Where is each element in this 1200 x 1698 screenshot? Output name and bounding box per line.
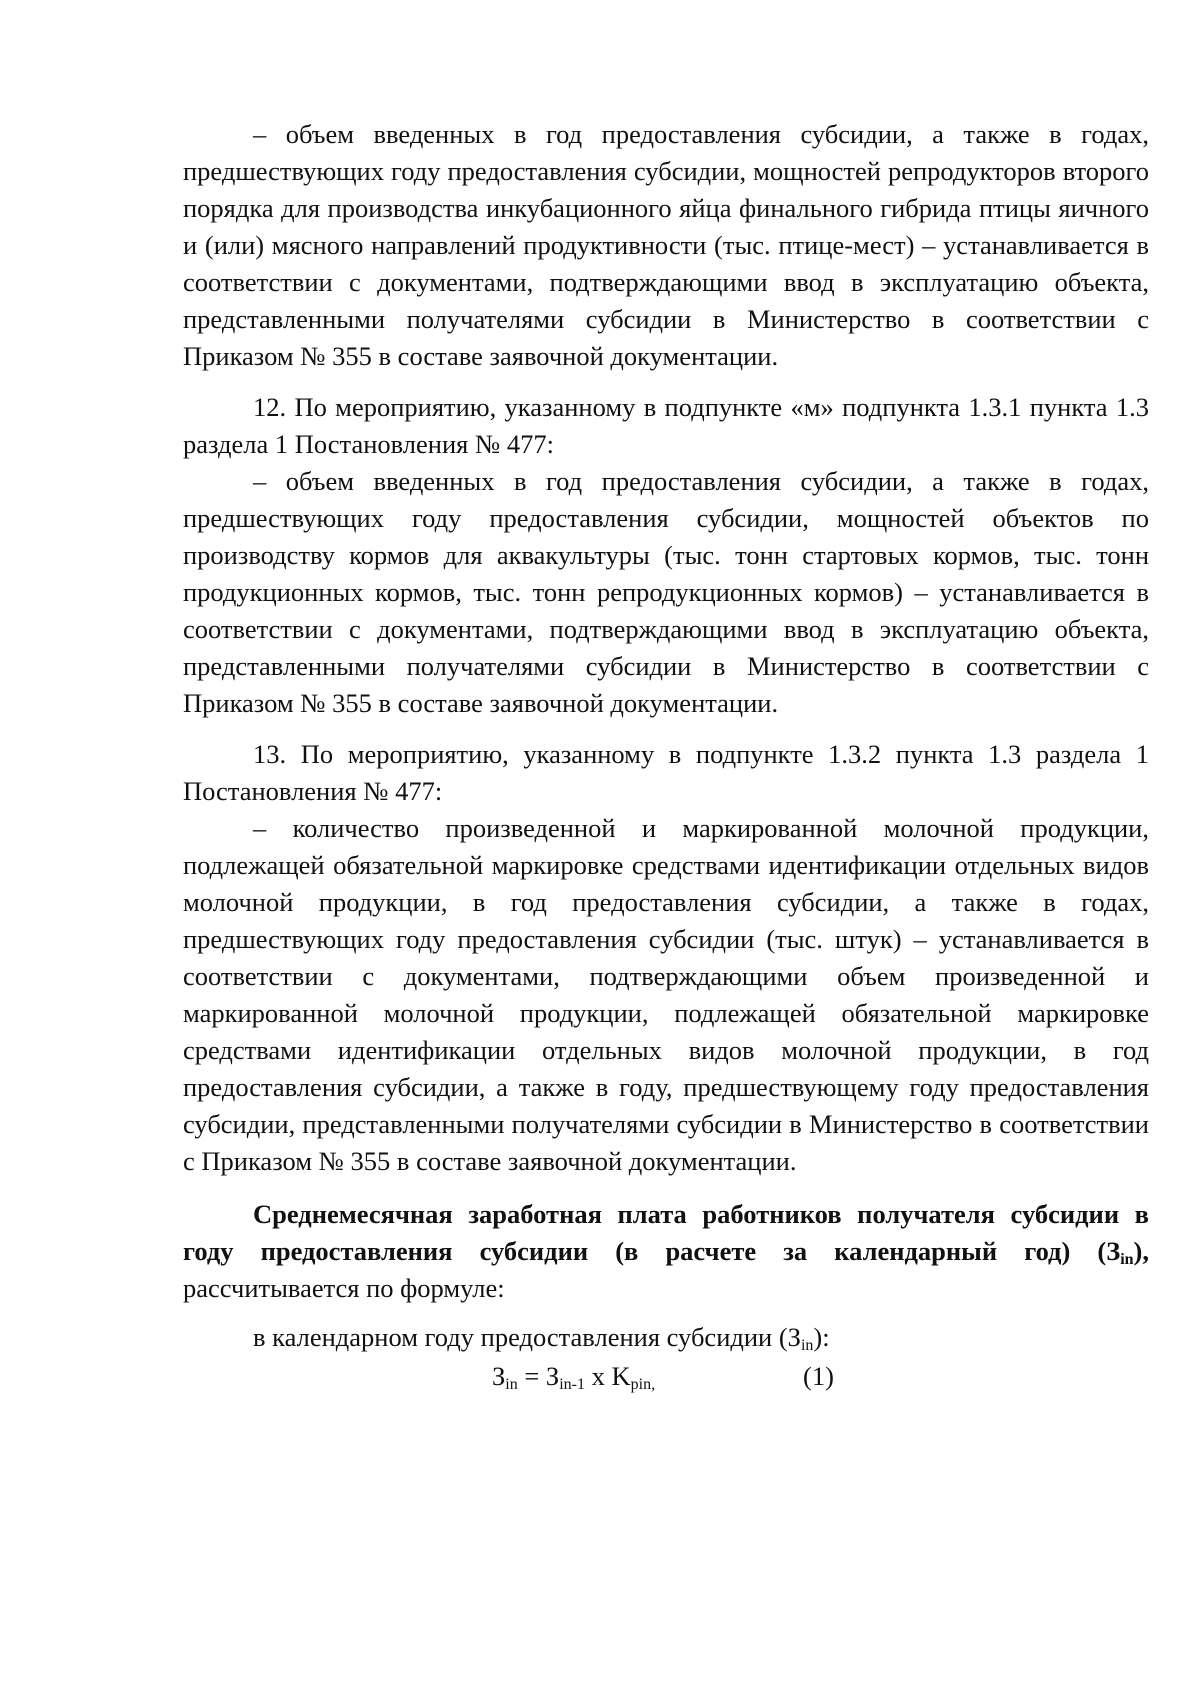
formula-intro: в календарном году предоставления субсидии $(З_{in})$: [253, 1322, 830, 1354]
document-body [183, 116, 1149, 1398]
formula-number: (1) [803, 1361, 834, 1391]
salary-heading-normal: рассчитывается по формуле: [183, 1273, 505, 1303]
paragraph-item-13-detail: – количество произведенной и маркированной молочной продукции, подлежащей обязательной маркировке средствами идентификации отдельных видов молочной продукции, в год предоставления субсидии, а также в годах, предшествующих году предоставления субсидии (тыс. штук) – устанавливается в соответствии с документами, подтверждающими объем произведенной и маркированной молочной продукции, подлежащей обязательной маркировке средствами идентификации отдельных видов молочной продукции, в год предоставления субсидии, а также в году, предшествующему году предоставления субсидии, представленными получателями субсидии в Министерство в соответствии с Приказом № 355 в составе заявочной документации. [183, 813, 1149, 1176]
paragraph-item-12-detail: – объем введенных в год предоставления субсидии, а также в годах, предшествующих году предоставления субсидии, мощностей объектов по производству кормов для аквакультуры (тыс. тонн стартовых кормов, тыс. тонн продукционных кормов, тыс. тонн репродукционных кормов) – устанавливается в соответствии с документами, подтверждающими ввод в эксплуатацию объекта, представленными получателями субсидии в Министерство в соответствии с Приказом № 355 в составе заявочной документации. [183, 466, 1149, 718]
formula-row [183, 1358, 1149, 1398]
paragraph-item-12: 12. По мероприятию, указанному в подпункте «м» подпункта 1.3.1 пункта 1.3 раздела 1 Постановления № 477: [183, 392, 1149, 459]
formula-expression: $З_{in} = З_{in-1}$ x $K_{pin,}$ [492, 1361, 656, 1393]
paragraph-1: – объем введенных в год предоставления субсидии, а также в годах, предшествующих году предоставления субсидии, мощностей репродукторов второго порядка для производства инкубационного яйца финального гибрида птицы яичного и (или) мясного направлений продуктивности (тыс. птице-мест) – устанавливается в соответствии с документами, подтверждающими ввод в эксплуатацию объекта, представленными получателями субсидии в Министерство в соответствии с Приказом № 355 в составе заявочной документации. [183, 119, 1149, 371]
paragraph-item-13: 13. По мероприятию, указанному в подпункте 1.3.2 пункта 1.3 раздела 1 Постановления № 477: [183, 739, 1149, 806]
salary-heading [183, 1196, 1149, 1307]
salary-heading-bold: Среднемесячная заработная плата работников получателя субсидии в году предоставления субсидии (в расчете за календарный год) $(З_{in})$, [183, 1199, 1149, 1268]
